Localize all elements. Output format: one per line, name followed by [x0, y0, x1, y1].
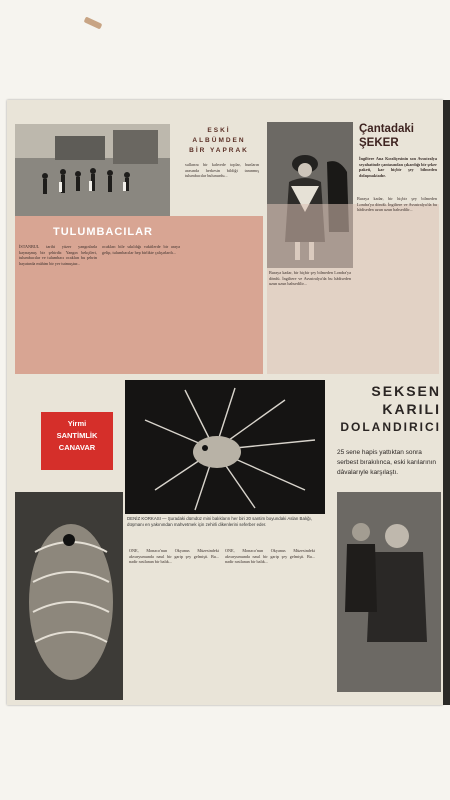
cantadaki-headline — [359, 122, 439, 150]
seksen-line2: KARILI — [382, 401, 441, 417]
page-spine — [443, 100, 450, 705]
tulumbacilar-col1: İSTANBUL tarihi yüzer yangınlarla kaynaşmış bir şehirdir. Yangın bekçileri, tulumbacılar ve tulumbacı ocakları bu şehrin hayatında mühim bir yer tutmuştur... — [19, 244, 97, 266]
deniz-caption: DENİZ KORKASI — Şuradaki dümdüz mini balıkların her biri 20 santim boyundaki Aslan Balığı, düşmanı en yakınından mahvetmek için zehirli dikenlerini seferber eder. — [127, 516, 312, 527]
cantadaki-col2: Buraya kadar, bir hiçbir şey bilmeden Londra'ya döndü. İngiltere ve Avustralya'da bu hâdiseden uzun uzun bahsedilir... — [357, 196, 437, 213]
photo-man-arrested — [337, 492, 441, 692]
seksen-headline — [337, 382, 441, 436]
paper-fleck — [84, 16, 103, 29]
eski-album-headline — [183, 126, 255, 156]
lionfish-icon — [125, 380, 325, 514]
magazine-page — [7, 100, 443, 705]
tulumbacilar-col3: sullarını bir kahvede toplar, bunların arasında herkesin bildiği tanınmış tulumbacılar bulunurdu... — [185, 162, 259, 179]
seksen-lead: 25 sene hapis yattıktan sonra serbest bırakılınca, eski karılarının dâvalarıyle karşılaştı. — [337, 449, 436, 476]
seksen-line1: SEKSEN — [371, 383, 441, 399]
cantadaki-title1: Çantadaki — [359, 123, 414, 135]
cantadaki-lead: İngiltere Ana Kıraliçesinin son Avustralya seyahatinde çantasından çıkardığı bir şeker paketi, kar hiçbir şey bilmeden dolaşmaktadır. — [359, 156, 437, 178]
man-arrested-icon — [337, 492, 441, 692]
photo-festival-icon — [15, 124, 170, 216]
yirmi-line1: Yirmi — [67, 419, 87, 428]
seksen-line3: DOLANDIRICI — [340, 420, 441, 434]
oneri-col1: ONE, Monaco'nun Okyanus Müzesindeki akvaryumunda nasıl bir garip şey gelmişti. Bu... nadir rastlanan bir balık... — [129, 548, 219, 565]
tulumbacilar-title: TULUMBACILAR — [53, 226, 153, 238]
yirmi-tag — [41, 412, 113, 470]
photo-fish-closeup — [15, 492, 123, 700]
oneri-col2: ONE, Monaco'nun Okyanus Müzesindeki akvaryumunda nasıl bir garip şey gelmişti. Bu... nadir rastlanan bir balık... — [225, 548, 315, 565]
eski-album-line2: ALBÜMDEN — [192, 137, 246, 144]
photo-lionfish — [125, 380, 325, 514]
fish-closeup-icon — [15, 492, 123, 700]
yirmi-line3: CANAVAR — [58, 443, 96, 452]
photo-festival — [15, 124, 170, 216]
tulumbacilar-col2: ocakları bile sıkıldığı vakitlerde bir araya gelip, tulumbacılar hep birlikte çalışırlardı... — [102, 244, 180, 255]
eski-album-line1: ESKİ — [207, 127, 231, 134]
cantadaki-title2: ŞEKER — [359, 137, 399, 149]
yirmi-line2: SANTİMLİK — [56, 431, 98, 440]
cantadaki-col1: Buraya kadar, bir hiçbir şey bilmeden Londra'ya döndü. İngiltere ve Avustralya'da bu hâdiseden uzun uzun bahsedilir... — [269, 270, 351, 287]
eski-album-line3: BİR YAPRAK — [189, 147, 249, 154]
